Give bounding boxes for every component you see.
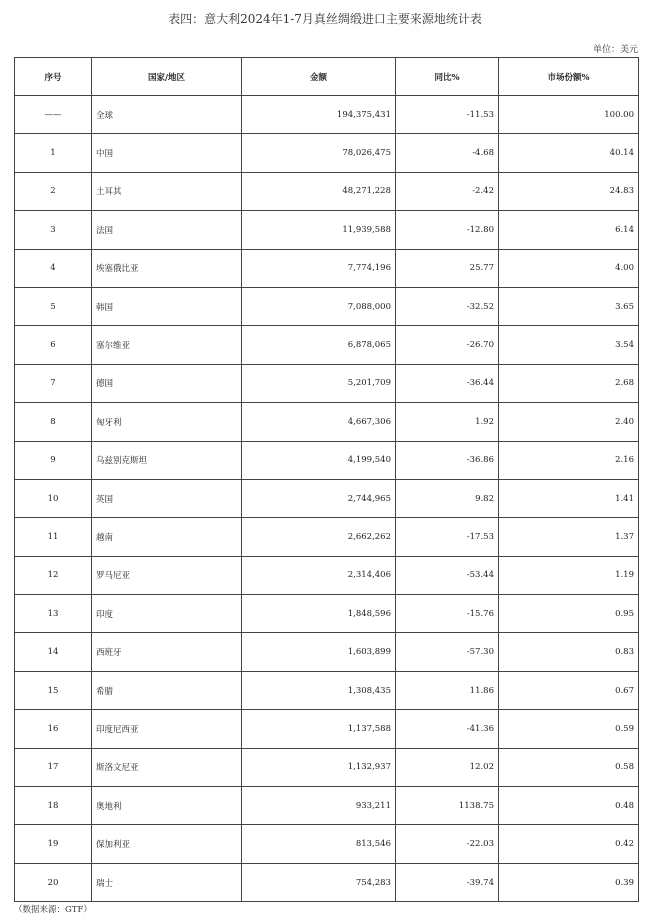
cell-yoy: 12.02 [396, 748, 499, 786]
table-row [15, 518, 639, 556]
table-row [15, 134, 639, 172]
cell-region: 乌兹别克斯坦 [92, 441, 242, 479]
cell-amount: 2,314,406 [242, 556, 396, 594]
cell-yoy: 1.92 [396, 403, 499, 441]
cell-share: 1.19 [499, 556, 639, 594]
cell-no: 14 [15, 633, 92, 671]
cell-yoy: -4.68 [396, 134, 499, 172]
cell-amount: 1,308,435 [242, 671, 396, 709]
cell-share: 2.40 [499, 403, 639, 441]
cell-share: 40.14 [499, 134, 639, 172]
cell-region: 中国 [92, 134, 242, 172]
table-title: 表四：意大利2024年1-7月真丝绸缎进口主要来源地统计表 [168, 12, 482, 26]
data-source-note: （数据来源：GTF） [14, 905, 92, 915]
table-row [15, 211, 639, 249]
cell-region: 韩国 [92, 287, 242, 325]
cell-region: 埃塞俄比亚 [92, 249, 242, 287]
cell-yoy: 25.77 [396, 249, 499, 287]
table-row [15, 403, 639, 441]
cell-no: 11 [15, 518, 92, 556]
cell-share: 1.41 [499, 479, 639, 517]
cell-no: 4 [15, 249, 92, 287]
cell-amount: 6,878,065 [242, 326, 396, 364]
cell-no: 7 [15, 364, 92, 402]
cell-region: 匈牙利 [92, 403, 242, 441]
cell-region: 希腊 [92, 671, 242, 709]
cell-amount: 1,848,596 [242, 595, 396, 633]
cell-share: 6.14 [499, 211, 639, 249]
cell-yoy: -2.42 [396, 172, 499, 210]
cell-amount: 7,774,196 [242, 249, 396, 287]
cell-amount: 11,939,588 [242, 211, 396, 249]
cell-amount: 933,211 [242, 787, 396, 825]
table-row [15, 441, 639, 479]
table-row [15, 825, 639, 863]
cell-region: 塞尔维亚 [92, 326, 242, 364]
cell-no: 6 [15, 326, 92, 364]
cell-share: 0.95 [499, 595, 639, 633]
unit-label: 单位：美元 [592, 45, 638, 55]
cell-amount: 4,199,540 [242, 441, 396, 479]
cell-yoy: -17.53 [396, 518, 499, 556]
table-row [15, 863, 639, 901]
cell-amount: 1,137,588 [242, 710, 396, 748]
cell-share: 2.16 [499, 441, 639, 479]
cell-yoy: -12.80 [396, 211, 499, 249]
cell-amount: 78,026,475 [242, 134, 396, 172]
cell-share: 0.67 [499, 671, 639, 709]
header-row [15, 58, 639, 96]
cell-yoy: -32.52 [396, 287, 499, 325]
cell-no: 2 [15, 172, 92, 210]
cell-amount: 2,744,965 [242, 479, 396, 517]
cell-no: 10 [15, 479, 92, 517]
cell-no: 20 [15, 863, 92, 901]
cell-yoy: 1138.75 [396, 787, 499, 825]
cell-region: 罗马尼亚 [92, 556, 242, 594]
cell-region: 印度尼西亚 [92, 710, 242, 748]
header-region: 国家/地区 [92, 58, 242, 96]
cell-no: 13 [15, 595, 92, 633]
cell-yoy: 9.82 [396, 479, 499, 517]
cell-region: 德国 [92, 364, 242, 402]
cell-region: 瑞士 [92, 863, 242, 901]
table-row [15, 710, 639, 748]
cell-share: 0.83 [499, 633, 639, 671]
cell-region: 法国 [92, 211, 242, 249]
cell-no: 9 [15, 441, 92, 479]
cell-no: 1 [15, 134, 92, 172]
cell-share: 3.65 [499, 287, 639, 325]
cell-yoy: -57.30 [396, 633, 499, 671]
cell-no: 17 [15, 748, 92, 786]
cell-no: 19 [15, 825, 92, 863]
cell-region: 印度 [92, 595, 242, 633]
cell-share: 100.00 [499, 96, 639, 134]
cell-amount: 5,201,709 [242, 364, 396, 402]
cell-region: 斯洛文尼亚 [92, 748, 242, 786]
cell-region: 保加利亚 [92, 825, 242, 863]
cell-amount: 754,283 [242, 863, 396, 901]
table-row [15, 249, 639, 287]
cell-share: 24.83 [499, 172, 639, 210]
cell-yoy: -22.03 [396, 825, 499, 863]
table-row [15, 633, 639, 671]
cell-no: 12 [15, 556, 92, 594]
cell-yoy: -36.44 [396, 364, 499, 402]
cell-amount: 813,546 [242, 825, 396, 863]
cell-amount: 1,603,899 [242, 633, 396, 671]
header-no: 序号 [15, 58, 92, 96]
cell-amount: 1,132,937 [242, 748, 396, 786]
cell-yoy: -15.76 [396, 595, 499, 633]
table-row [15, 787, 639, 825]
cell-yoy: 11.86 [396, 671, 499, 709]
cell-amount: 4,667,306 [242, 403, 396, 441]
table-row [15, 556, 639, 594]
cell-yoy: -36.86 [396, 441, 499, 479]
cell-share: 0.42 [499, 825, 639, 863]
import-sources-table [14, 57, 639, 902]
table-row [15, 671, 639, 709]
table-row [15, 364, 639, 402]
cell-share: 1.37 [499, 518, 639, 556]
cell-no: 18 [15, 787, 92, 825]
table-row [15, 595, 639, 633]
cell-region: 西班牙 [92, 633, 242, 671]
header-share: 市场份额% [499, 58, 639, 96]
cell-no: —— [15, 96, 92, 134]
table-row [15, 287, 639, 325]
cell-share: 0.39 [499, 863, 639, 901]
cell-region: 英国 [92, 479, 242, 517]
cell-no: 16 [15, 710, 92, 748]
cell-region: 奥地利 [92, 787, 242, 825]
header-yoy: 同比% [396, 58, 499, 96]
cell-share: 4.00 [499, 249, 639, 287]
cell-yoy: -26.70 [396, 326, 499, 364]
cell-share: 0.59 [499, 710, 639, 748]
cell-share: 0.58 [499, 748, 639, 786]
cell-no: 3 [15, 211, 92, 249]
cell-share: 0.48 [499, 787, 639, 825]
cell-no: 8 [15, 403, 92, 441]
table-row [15, 748, 639, 786]
cell-yoy: -39.74 [396, 863, 499, 901]
table-row [15, 172, 639, 210]
cell-yoy: -11.53 [396, 96, 499, 134]
table-row [15, 479, 639, 517]
cell-amount: 48,271,228 [242, 172, 396, 210]
cell-region: 越南 [92, 518, 242, 556]
cell-yoy: -53.44 [396, 556, 499, 594]
cell-region: 土耳其 [92, 172, 242, 210]
cell-region: 全球 [92, 96, 242, 134]
cell-amount: 194,375,431 [242, 96, 396, 134]
cell-share: 2.68 [499, 364, 639, 402]
cell-amount: 7,088,000 [242, 287, 396, 325]
cell-yoy: -41.36 [396, 710, 499, 748]
table-row [15, 326, 639, 364]
header-amount: 金额 [242, 58, 396, 96]
cell-share: 3.54 [499, 326, 639, 364]
cell-no: 5 [15, 287, 92, 325]
cell-no: 15 [15, 671, 92, 709]
table-row [15, 96, 639, 134]
cell-amount: 2,662,262 [242, 518, 396, 556]
